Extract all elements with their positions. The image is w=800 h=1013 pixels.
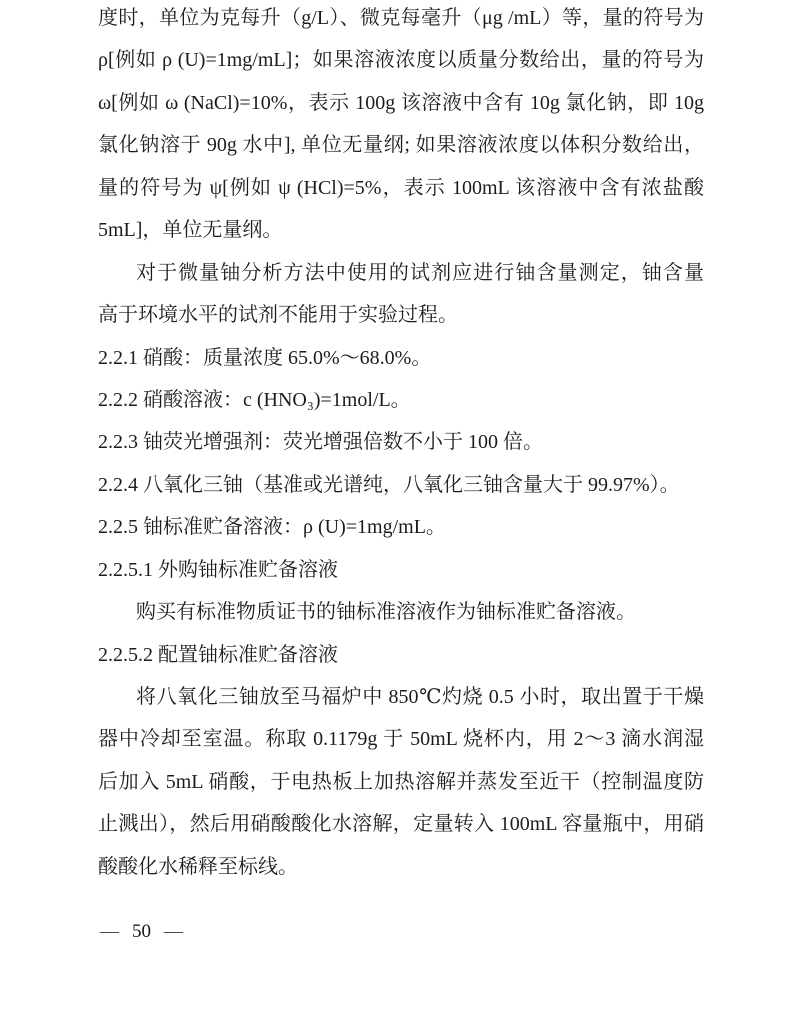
text-line: 止溅出），然后用硝酸酸化水溶解，定量转入 100mL 容量瓶中，用硝: [98, 813, 704, 836]
text-line: 后加入 5mL 硝酸，于电热板上加热溶解并蒸发至近干（控制温度防: [98, 770, 704, 793]
text-line: 酸酸化水稀释至标线。: [98, 855, 298, 878]
text-line: 2.2.5 铀标准贮备溶液：ρ (U)=1mg/mL。: [98, 516, 446, 539]
text-line: 度时，单位为克每升（g/L）、微克每毫升（μg /mL）等，量的符号为: [98, 7, 704, 29]
text-line: 器中冷却至室温。称取 0.1179g 于 50mL 烧杯内，用 2～3 滴水润湿: [98, 728, 704, 751]
text-line: 对于微量铀分析方法中使用的试剂应进行铀含量测定，铀含量: [136, 261, 704, 284]
text-line: 2.2.1 硝酸：质量浓度 65.0%～68.0%。: [98, 346, 432, 369]
text-line: 2.2.5.2 配置铀标准贮备溶液: [98, 643, 338, 666]
document-body: [98, 0, 704, 888]
text-line: 2.2.2 硝酸溶液：c (HNO₃)=1mol/L。: [98, 388, 411, 411]
text-line: 氯化钠溶于 90g 水中], 单位无量纲; 如果溶液浓度以体积分数给出，: [98, 134, 704, 157]
text-line: 将八氧化三铀放至马福炉中 850℃灼烧 0.5 小时，取出置于干燥: [136, 686, 704, 708]
footer-dash-left: —: [100, 921, 119, 942]
text-line: 购买有标准物质证书的铀标准溶液作为铀标准贮备溶液。: [136, 601, 636, 624]
page-footer: [100, 921, 183, 943]
text-line: 高于环境水平的试剂不能用于实验过程。: [98, 304, 458, 327]
footer-dash-right: —: [164, 921, 183, 942]
text-line: 2.2.3 铀荧光增强剂：荧光增强倍数不小于 100 倍。: [98, 431, 543, 454]
text-line: 5mL]，单位无量纲。: [98, 219, 283, 242]
text-line: 2.2.4 八氧化三铀（基准或光谱纯，八氧化三铀含量大于 99.97%）。: [98, 473, 680, 496]
text-line: 量的符号为 ψ[例如 ψ (HCl)=5%，表示 100mL 该溶液中含有浓盐酸: [98, 176, 704, 199]
page-number: 50: [132, 921, 151, 942]
text-line: 2.2.5.1 外购铀标准贮备溶液: [98, 558, 338, 581]
text-line: ρ[例如 ρ (U)=1mg/mL]；如果溶液浓度以质量分数给出，量的符号为: [98, 49, 704, 72]
text-line: ω[例如 ω (NaCl)=10%，表示 100g 该溶液中含有 10g 氯化钠，即 10g: [98, 91, 704, 114]
